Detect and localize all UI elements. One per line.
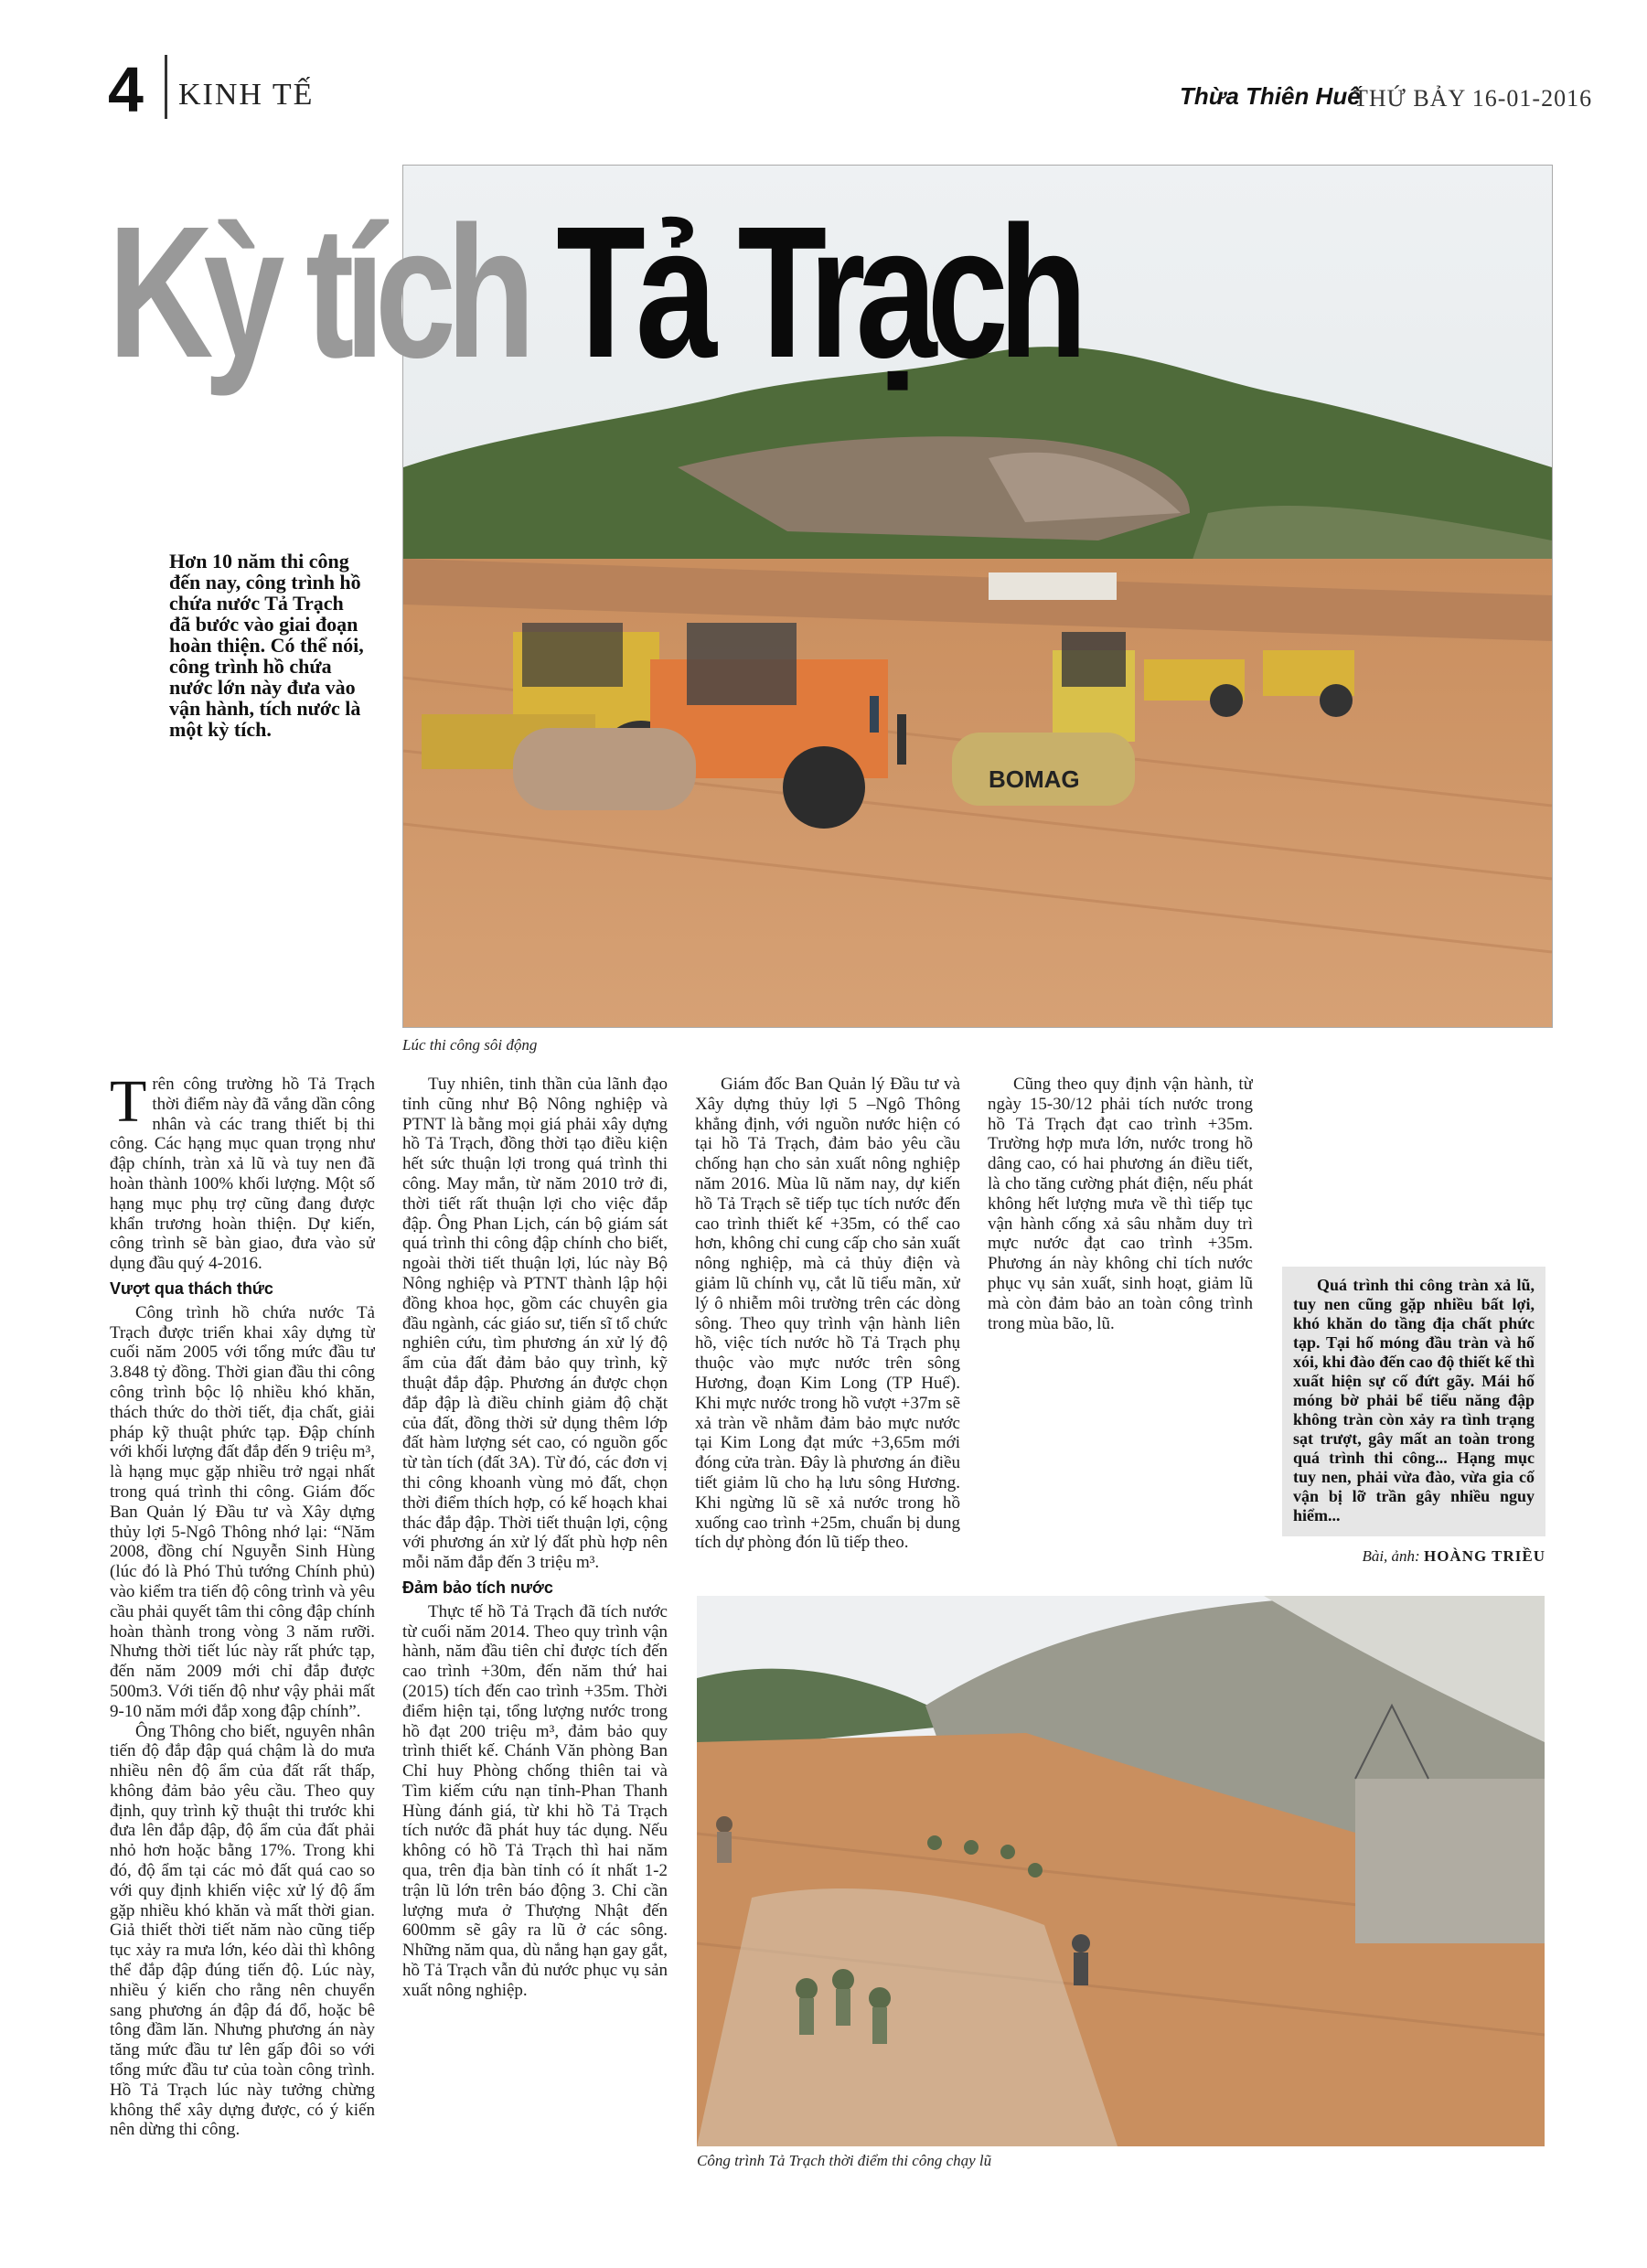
section-title: KINH TẾ [178, 78, 315, 112]
article-column-4 [988, 1075, 1253, 1582]
article-paragraph-4: Tuy nhiên, tinh thần của lãnh đạo tỉnh cũng như Bộ Nông nghiệp và PTNT là bằng mọi giá phải xây dựng hồ Tả Trạch, đồng thời tạo điều kiện hết sức thuận lợi trong quá trình thi công. May mắn, từ năm 2010 trở đi, thời tiết rất thuận lợi cho việc đắp đập. Ông Phan Lịch, cán bộ giám sát quá trình thi công đập chính cho biết, ngoài thời tiết thuận lợi, lúc này Bộ Nông nghiệp và PTNT thành lập hội đồng khoa học, gồm các chuyên gia đầu ngành, các giáo sư, tiến sĩ tổ chức nghiên cứu, tìm phương án xử lý độ ẩm của đất đảm bảo quy trình, kỹ thuật đắp đập. Phương án được chọn đắp đập là điều chỉnh giảm độ chặt của đất, đồng thời sử dụng thêm lớp đất hàm lượng sét cao, có nguồn gốc từ tàn tích (đất 3A). Từ đó, các đơn vị thi công khoanh vùng mỏ đất, chọn thời điểm thích hợp, có kế hoạch khai thác đắp đập. Thời tiết thuận lợi, cộng với phương án xử lý đất phù hợp nên mỗi năm đắp đến 3 triệu m³. [402, 1075, 668, 1573]
page-number: 4 [108, 54, 144, 125]
article-paragraph-7: Cũng theo quy định vận hành, từ ngày 15-30/12 phải tích nước trong hồ Tả Trạch đạt cao trình +35m. Trường hợp mưa lớn, nước trong hồ dâng cao, có hai phương án điều tiết, là cho tăng cường phát điện, nếu phát không hết lượng mưa về thì tiếp tục vận hành cống xả sâu nhằm duy trì mực nước đạt cao trình +35m. Phương án này không chỉ tích nước phục vụ sản xuất, sinh hoạt, giảm lũ mà còn đảm bảo an toàn công trình trong mùa bão, lũ. [988, 1075, 1253, 1333]
article-column-1 [110, 1075, 375, 2172]
headline-part-2: Tả Trạch [556, 187, 1078, 397]
newspaper-name: Thừa Thiên Huế [1180, 82, 1361, 110]
construction-photo-bottom [697, 1596, 1545, 2146]
article-paragraph-5: Thực tế hồ Tả Trạch đã tích nước từ cuối năm 2014. Theo quy trình vận hành, năm đầu tiên chỉ được tích đến cao trình +30m, đến năm thứ hai (2015) tích đến cao trình +35m. Thời điểm hiện tại, tổng lượng nước trong hồ đạt 200 triệu m³, đảm bảo quy trình thiết kế. Chánh Văn phòng Ban Chỉ huy Phòng chống thiên tai và Tìm kiếm cứu nạn tỉnh-Phan Thanh Hùng đánh giá, từ khi hồ Tả Trạch tích nước đã phát huy tác dụng. Nếu không có hồ Tả Trạch thì hai năm qua, trên địa bàn tỉnh có ít nhất 1-2 trận lũ lớn trên báo động 3. Chỉ cần lượng mưa ở Thượng Nhật đến 600mm sẽ gây ra lũ ở các sông. Những năm qua, dù nắng hạn gay gắt, hồ Tả Trạch vẫn đủ nước phục vụ sản xuất nông nghiệp. [402, 1601, 668, 2000]
article-paragraph-3: Ông Thông cho biết, nguyên nhân tiến độ đắp đập quá chậm là do mưa nhiều nên độ ẩm của đất rất thấp, không đảm bảo yêu cầu. Theo quy định, quy trình kỹ thuật thi trước khi đưa lên đắp đập, độ ẩm của đất phải nhỏ hơn hoặc bằng 17%. Trong khi đó, độ ẩm tại các mỏ đất quá cao so với quy định khiến việc xử lý độ ẩm gặp nhiều khó khăn và mất thời gian. Giả thiết thời tiết năm nào cũng tiếp tục xảy ra mưa lớn, kéo dài thì không thể đắp đập đúng tiến độ. Lúc này, nhiều ý kiến cho rằng nên chuyển sang phương án đập đá đổ, hoặc bê tông đầm lăn. Nhưng phương án này tăng mức đầu tư lên gấp đôi so với tổng mức đầu tư của toàn công trình. Hồ Tả Trạch lúc này tưởng chừng không thể xây dựng được, có ý kiến nên dừng thi công. [110, 1721, 375, 2140]
header-divider [165, 55, 167, 119]
article-column-2 [402, 1075, 668, 2177]
sidebar-box: Quá trình thi công tràn xả lũ, tuy nen cũng gặp nhiều bất lợi, khó khăn do tầng địa chất phức tạp. Tại hố móng đầu tràn và hố xói, khi đào đến cao độ thiết kế thì xuất hiện sự cố đứt gãy. Mái hố móng bờ phải bể tiểu năng đập không tràn còn xảy ra tình trạng sạt trượt, gây mất an toàn trong quá trình thi công... Hạng mục tuy nen, phải vừa đào, vừa gia cố vận bị lỡ trần gây nhiều nguy hiểm... [1282, 1267, 1545, 1536]
article-column-5 [1280, 1075, 1545, 1257]
article-paragraph-1: rên công trường hồ Tả Trạch thời điểm này đã vắng dần công nhân và các trang thiết bị thi công. Các hạng mục quan trọng như đập chính, tràn xả lũ và tuy nen đã hoàn thành 100% khối lượng. Một số hạng mục phụ trợ cũng đang được khẩn trương hoàn thiện. Dự kiến, công trình sẽ bàn giao, đưa vào sử dụng đầu quý 4-2016. [110, 1075, 375, 1274]
article-column-3 [695, 1075, 960, 1582]
article-paragraph-2: Công trình hồ chứa nước Tả Trạch được triển khai xây dựng từ cuối năm 2005 với tổng mức đầu tư 3.848 tỷ đồng. Thời gian đầu thi công công trình bộc lộ nhiều khó khăn, thách thức do thời tiết, địa chất, giải pháp kỹ thuật phức tạp. Đập chính với khối lượng đất đắp đến 9 triệu m³, là hạng mục gặp nhiều trở ngại nhất trong quá trình thi công. Giám đốc Ban Quản lý Đầu tư và Xây dựng thủy lợi 5-Ngô Thông nhớ lại: “Năm 2008, đồng chí Nguyễn Sinh Hùng (lúc đó là Phó Thủ tướng Chính phủ) vào kiểm tra tiến độ công trình và yêu cầu phải quyết tâm thi công đập chính hoàn thành trong vòng 3 năm rưỡi. Nhưng thời tiết lúc này rất phức tạp, đến năm 2009 mới chỉ đắp được 500m3. Với tiến độ như vậy phải mất 9-10 năm mới đắp xong đập chính”. [110, 1302, 375, 1721]
headline-part-1: Kỳ tích [108, 187, 526, 397]
photo-caption-bottom: Công trình Tả Trạch thời điểm thi công chạy lũ [697, 2152, 992, 2169]
dropcap-letter: T [110, 1075, 147, 1135]
lead-paragraph: Hơn 10 năm thi công đến nay, công trình hồ chứa nước Tả Trạch đã bước vào giai đoạn hoàn thiện. Có thể nói, công trình hồ chứa nước lớn này đưa vào vận hành, tích nước là một kỳ tích. [169, 550, 364, 741]
byline [1280, 1547, 1545, 1566]
photo-caption-top: Lúc thi công sôi động [402, 1036, 538, 1054]
issue-date: THỨ BẢY 16-01-2016 [1353, 85, 1593, 112]
byline-author: HOÀNG TRIỀU [1423, 1547, 1545, 1565]
headline [108, 187, 1077, 398]
roller-brand-label: BOMAG [989, 765, 1080, 793]
article-paragraph-6: Giám đốc Ban Quản lý Đầu tư và Xây dựng thủy lợi 5 –Ngô Thông khẳng định, với nguồn nước hiện có tại hồ Tả Trạch, đảm bảo yêu cầu chống hạn cho sản xuất nông nghiệp năm 2016. Mùa lũ năm nay, dự kiến hồ Tả Trạch sẽ tiếp tục tích nước đến cao trình thiết kế +35m, có thể cao hơn, không chỉ cung cấp cho sản xuất nông nghiệp, mà cả thủy điện và giảm lũ chính vụ, cắt lũ tiểu mãn, xử lý ô nhiễm môi trường trên các dòng sông. Theo quy trình vận hành liên hồ, việc tích nước hồ Tả Trạch phụ thuộc vào mực nước trên sông Hương, đoạn Kim Long (TP Huế). Khi mực nước trong hồ vượt +37m sẽ xả tràn về nhằm đảm bảo mực nước tại Kim Long đạt mức +3,65m mới đóng cửa tràn. Đây là phương án điều tiết giảm lũ cho hạ lưu sông Hương. Khi ngừng lũ sẽ xả nước trong hồ xuống cao trình +25m, chuẩn bị dung tích dự phòng đón lũ tiếp theo. [695, 1075, 960, 1553]
spillway-workers-image [697, 1596, 1545, 2146]
byline-role: Bài, ảnh: [1362, 1547, 1420, 1565]
subheading-2: Đảm bảo tích nước [402, 1578, 553, 1597]
subheading-1: Vượt qua thách thức [110, 1278, 273, 1298]
